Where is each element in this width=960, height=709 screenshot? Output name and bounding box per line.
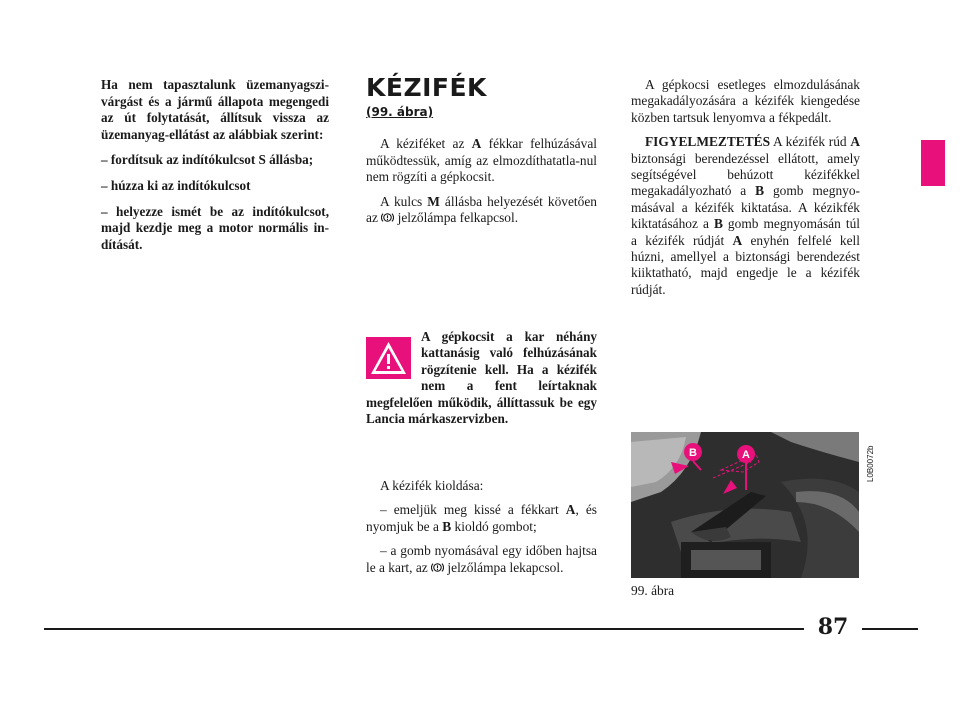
left-step-1: – fordítsuk az indítókulcsot S állásba; [101,152,314,168]
left-step-2: – húzza ki az indítókulcsot [101,177,251,193]
handbrake-illustration [631,432,859,578]
footer-rule-left [44,628,804,630]
right-paragraph-1: A gépkocsi esetleges elmozdulásának megakadályozására a kézifék kiengedése közben tartsuk lenyomva a fékpedált. [631,77,860,125]
left-column [101,77,329,262]
svg-text:A: A [742,449,750,461]
page-number: 87 [817,614,849,640]
release-step-2: – a gomb nyomásával egy időben hajtsa le a kart, az jelzőlámpa lekapcsol. [366,543,597,575]
right-paragraph-2: FIGYELMEZTETÉS A kézifék rúd A biztonsági berendezéssel ellátott, amely segítségével behúzott kézifékkel megakadályozható a B gomb megnyo-másával a kézifék kiktatása. A kézikfék kiktatásához a B gomb megnyomásán túl a kézifék rúdját A enyhén felfelé kell húzni, amellyel a biztonsági berendezést kiiktatható, majd engedje le a kézifék rúdját. [631,134,860,297]
footer-rule-right [862,628,918,630]
warning-text: A gépkocsit a kar néhány kattanásig való felhúzásának rögzítenie kell. Ha a kézifék nem a fent leírtaknak megfelelően működik, állíttassuk be egy Lancia márkaszervizben. [366,329,597,427]
mid-paragraph-2: A kulcs M állásba helyezését követően az jelzőlámpa felkapcsol. [366,193,597,226]
middle-column [366,74,597,234]
release-instructions [366,478,597,584]
right-column [631,77,860,306]
svg-text:B: B [689,447,697,459]
figure-code: L0B0072b [866,445,875,482]
left-paragraph-intro: Ha nem tapasztalunk üzemanyagszi-várgást és a jármű állapota megengedi az út folytatását, állítsuk vissza az üzemanyag-ellátást az alábbiak szerint: [101,77,329,142]
mid-paragraph-1: A kéziféket az A fékkar felhúzásával működtessük, amíg az elmozdíthatatla-nul nem rögzíti a gépkocsit. [366,136,597,185]
brake-warning-icon [381,211,394,224]
warning-triangle-icon [366,337,411,379]
release-heading: A kézifék kioldása: [380,478,484,493]
section-title: KÉZIFÉK [366,73,487,102]
left-step-3: – helyezze ismét be az indítókulcsot, majd kezdje meg a motor normális in-dítását. [101,203,329,252]
handbrake-figure [631,432,859,578]
chapter-tab [921,140,945,186]
figure-caption: 99. ábra [631,583,675,598]
warning-block [366,329,597,427]
release-step-1: – emeljük meg kissé a fékkart A, és nyomjuk be a B kioldó gombot; [366,502,597,534]
brake-warning-icon [431,561,444,574]
section-subtitle: (99. ábra) [366,105,434,119]
